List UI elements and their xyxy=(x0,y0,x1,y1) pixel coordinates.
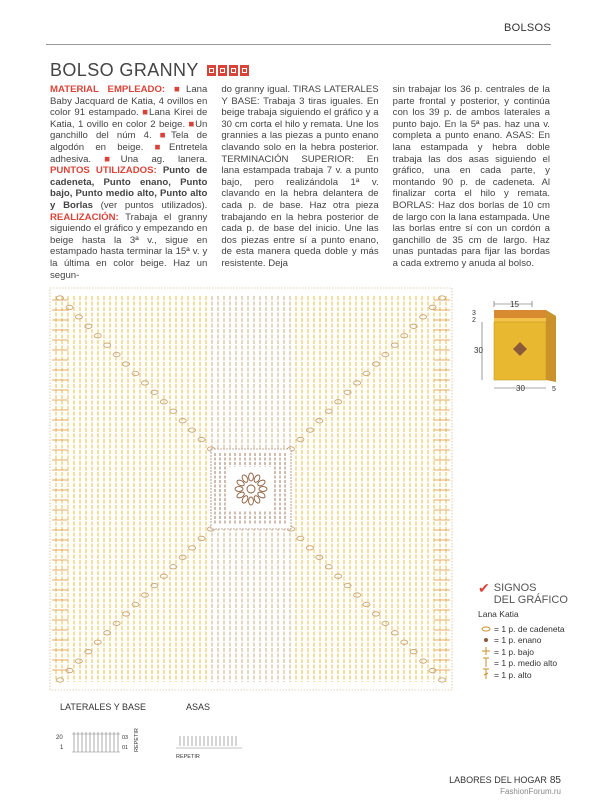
chain-stitch xyxy=(198,437,205,441)
chain-stitch xyxy=(113,352,120,356)
chain-stitch xyxy=(325,409,332,413)
chain-stitch xyxy=(439,678,446,682)
legend-item: = 1 p. bajo xyxy=(494,646,534,657)
material-2: Lana Kirei de Katia, 1 ovillo en color 2 beige. xyxy=(50,107,208,130)
stitches-list: Punto de cadeneta, Punto enano, Punto bajo, Punto medio alto, Punto alto y Borlas xyxy=(50,165,208,211)
chain-stitch xyxy=(132,602,139,606)
chain-stitch xyxy=(189,546,196,550)
chain-stitch xyxy=(75,659,82,663)
title-row xyxy=(50,60,249,81)
chain-stitch xyxy=(170,409,177,413)
chain-stitch xyxy=(297,437,304,441)
bullet-icon: ■ xyxy=(154,141,169,153)
chain-stitch xyxy=(123,362,130,366)
row-number: 01 xyxy=(122,745,129,751)
watermark: FashionForum.ru xyxy=(500,787,561,796)
bag-diagram-svg xyxy=(472,296,562,396)
bullet-icon: ■ xyxy=(173,84,186,95)
realization-text: Trabaja el granny siguiendo el gráfico y empezando en beige hasta la 3ª v., sigue en estampado hasta terminar la 15ª v. y la última en color beige. Haz un segun- xyxy=(50,211,208,281)
bag-top-band-2 xyxy=(494,318,546,322)
bullet-icon: ■ xyxy=(142,107,149,119)
granny-chart-svg xyxy=(46,284,456,694)
chain-stitch xyxy=(372,612,379,616)
chain-stitch xyxy=(420,315,427,319)
footer xyxy=(449,775,561,786)
chain-stitch xyxy=(198,536,205,540)
double-crochet-icon xyxy=(478,668,494,682)
repetir-label: REPETIR xyxy=(134,728,140,752)
chain-stitch xyxy=(420,659,427,663)
stitches-note: (ver puntos utilizados). xyxy=(100,199,208,211)
chain-stitch xyxy=(429,668,436,672)
chain-stitch xyxy=(141,593,148,597)
center-inner xyxy=(229,467,273,511)
asas-strip xyxy=(176,736,242,748)
column-2-text: do granny igual. TIRAS LATERALES Y BASE: Trabaja 3 tiras iguales. En beige trabaja siguiendo el gráfico y a 30 cm corta el hilo y remata. Une los grannies a las piezas a punto enano clavando solo en la hebra posterior. TERMINACIÓN SUPERIOR: En lana estampada trabaja 7 v. a punto bajo, pero realizándola 1ª v. clavando en la hebra delantera de cada p. de base. Haz otra pieza trabajando en la hebra posterior de cada p. de base del inicio. Une las dos piezas entre sí a punto enano, de esta manera queda doble y más resistente. Deja xyxy=(221,84,379,269)
bullet-icon: ■ xyxy=(104,153,121,165)
chain-stitch xyxy=(66,668,73,672)
chain-stitch xyxy=(113,621,120,625)
check-icon: ✔ xyxy=(478,580,490,596)
chain-stitch xyxy=(75,315,82,319)
dim-2: 2 xyxy=(472,317,476,324)
chain-stitch xyxy=(297,536,304,540)
chain-stitch xyxy=(354,381,361,385)
bullet-icon: ■ xyxy=(188,118,196,130)
instructions-columns xyxy=(50,84,550,281)
chain-stitch xyxy=(132,371,139,375)
material-4: Tela de algodón en beige. xyxy=(50,130,208,153)
laterales-label: LATERALES Y BASE xyxy=(60,702,147,712)
legend-row xyxy=(478,635,578,647)
bullet-icon: ■ xyxy=(159,130,171,142)
legend-title-2: DEL GRÁFICO xyxy=(493,594,568,606)
row-number: 03 xyxy=(122,735,129,741)
dim-15: 15 xyxy=(510,300,519,309)
chain-stitch xyxy=(316,418,323,422)
column-2 xyxy=(221,84,378,281)
title-decoration-icon xyxy=(207,65,249,76)
section-tag: BOLSOS xyxy=(503,22,551,34)
legend-item: = 1 p. enano xyxy=(494,635,542,646)
laterales-strip xyxy=(72,732,120,752)
slip-stitch-icon xyxy=(478,635,494,645)
repetir-label-2: REPETIR xyxy=(176,754,200,760)
granny-chart xyxy=(46,284,456,699)
chart-legend xyxy=(478,582,578,681)
chain-stitch xyxy=(57,678,64,682)
chain-stitch xyxy=(66,305,73,309)
header-rule xyxy=(46,44,551,45)
legend-title-1: SIGNOS xyxy=(493,582,537,594)
chain-stitch xyxy=(429,305,436,309)
chain-stitch xyxy=(141,381,148,385)
column-3 xyxy=(393,84,550,281)
chain-stitch xyxy=(306,546,313,550)
dim-30-horizontal: 30 xyxy=(516,384,525,393)
strip-charts xyxy=(52,712,312,764)
chain-stitch xyxy=(189,428,196,432)
chain-stitch xyxy=(363,602,370,606)
bag-diagram xyxy=(472,296,562,401)
chain-stitch xyxy=(372,362,379,366)
row-number: 20 xyxy=(56,735,63,741)
material-1: Lana Baby Jacquard de Katia, 4 ovillos en color 91 estampado. xyxy=(50,84,208,119)
legend-row xyxy=(478,623,578,635)
bag-top-band xyxy=(494,310,546,318)
chain-stitch xyxy=(382,352,389,356)
chain-stitch xyxy=(363,371,370,375)
realization-label: REALIZACIÓN: xyxy=(50,211,119,223)
legend-header xyxy=(478,582,578,606)
page-number: 85 xyxy=(549,775,561,786)
chain-stitch xyxy=(316,555,323,559)
dim-30-vertical: 30 xyxy=(474,346,483,355)
row-number: 1 xyxy=(60,745,64,751)
material-3: Un ganchillo del núm 4. xyxy=(50,118,208,142)
chain-stitch xyxy=(306,428,313,432)
chain-stitch xyxy=(382,621,389,625)
asas-label: ASAS xyxy=(186,702,211,712)
chain-stitch xyxy=(354,593,361,597)
chain-stitch xyxy=(104,343,111,347)
magazine-name: LABORES DEL HOGAR xyxy=(449,775,547,785)
dim-5: 5 xyxy=(552,386,556,393)
stitches-label: PUNTOS UTILIZADOS: xyxy=(50,165,157,177)
bag-side xyxy=(546,310,556,382)
legend-item: = 1 p. de cadeneta xyxy=(494,623,565,634)
dim-3: 3 xyxy=(472,310,476,317)
material-6: Una ag. lanera. xyxy=(120,153,208,165)
column-3-text: sin trabajar los 36 p. centrales de la parte frontal y posterior, y continúa con los 39 p. de ambos laterales a punto bajo. En la 5ª pas. haz una v. completa a punto enano. ASAS: En lana estampada y hebra doble trabaja las dos asas siguiendo el gráfico, una en cada parte, y montando 90 p. de cadeneta. Al finalizar corta el hilo y remata. BORLAS: Haz dos borlas de 10 cm de largo con la lana estampada. Une las borlas entre sí con un cordón a ganchillo de 35 cm de largo. Haz unas puntadas para fijar las bordas a cada extremo y anuda al bolso. xyxy=(392,84,550,269)
legend-item: = 1 p. alto xyxy=(494,669,532,680)
legend-subtitle: Lana Katia xyxy=(478,609,519,619)
page-title: BOLSO GRANNY xyxy=(50,60,199,80)
chain-stitch xyxy=(179,555,186,559)
legend-row xyxy=(478,669,578,681)
materials-label: MATERIAL EMPLEADO: xyxy=(50,84,166,95)
material-5: Entretela adhesiva. xyxy=(50,141,208,165)
legend-item: = 1 p. medio alto xyxy=(494,658,558,669)
chain-stitch xyxy=(123,612,130,616)
chain-stitch xyxy=(179,418,186,422)
chain-stitch-icon xyxy=(478,624,494,634)
chain-stitch xyxy=(391,343,398,347)
column-1 xyxy=(50,84,207,281)
